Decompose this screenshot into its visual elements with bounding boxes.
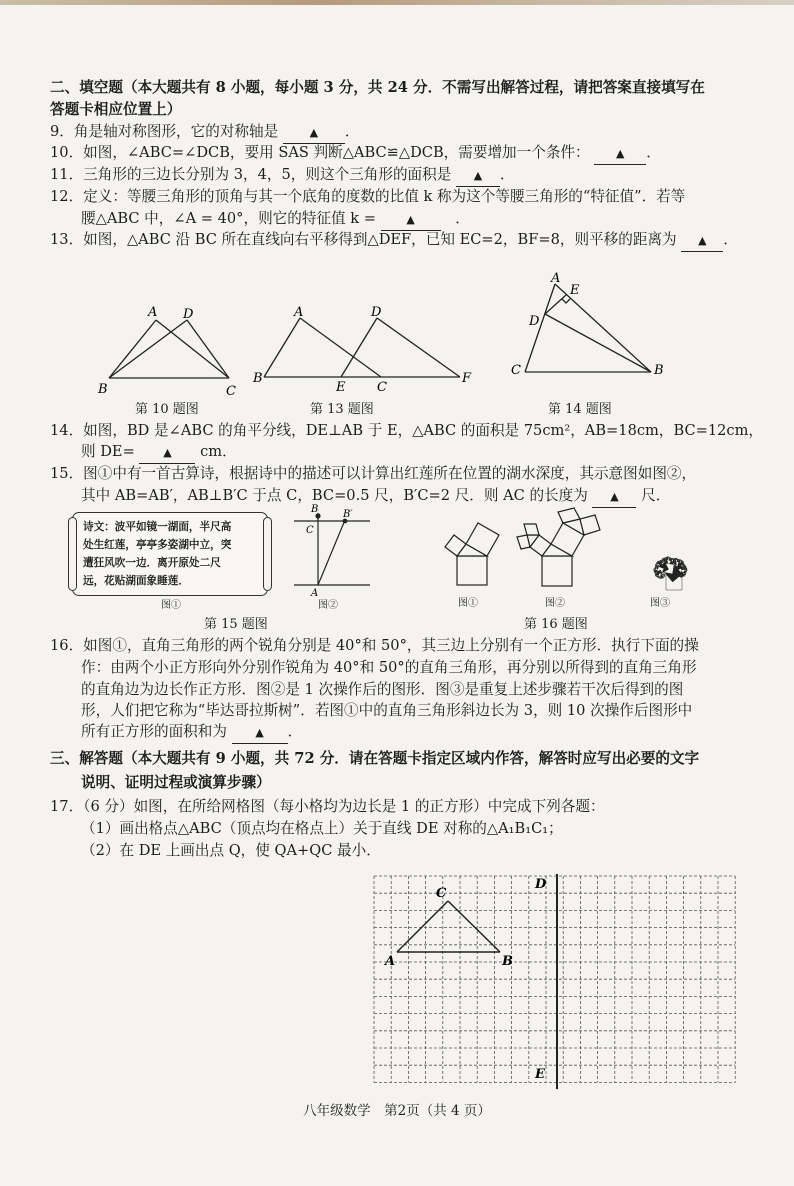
question-9-text: 9．角是轴对称图形，它的对称轴是 (50, 123, 279, 140)
fig15-2-label-c: C (306, 525, 314, 536)
figure-16-1 (442, 518, 504, 588)
answer-blank-13[interactable] (681, 230, 723, 252)
answer-blank-14[interactable] (139, 442, 195, 464)
blank-marker: ▲ (610, 490, 619, 503)
fig16-1-label: 图① (458, 598, 478, 609)
question-16-cont-1: 作：由两个小正方形向外分别作锐角为 40°和 50°的直角三角形，再分别以所得到的直角三角形 (81, 659, 697, 676)
grid-lines (374, 876, 735, 1082)
fig10-label-a: A (148, 305, 158, 320)
question-12-text: 腰△ABC 中，∠A = 40°，则它的特征值 k = (81, 210, 376, 227)
poem-line-2: 处生红莲，亭亭多姿湖中立，突 (83, 539, 232, 551)
question-16: 16．如图①，直角三角形的两个锐角分别是 40°和 50°，其三边上分别有一个正方形．执行下面的操 (50, 637, 699, 654)
answer-blank-9[interactable] (283, 122, 345, 144)
fig15-2-label: 图② (318, 600, 338, 611)
page-footer: 八年级数学 第2页（共 4 页） (303, 1103, 491, 1119)
question-17-part-1: （1）画出格点△ABC（顶点均在格点上）关于直线 DE 对称的△A₁B₁C₁； (81, 820, 563, 837)
question-16-cont-3: 形，人们把它称为“毕达哥拉斯树”．若图①中的直角三角形斜边长为 3，则 10 次操作后图形中 (81, 702, 693, 719)
question-9: 9．角是轴对称图形，它的对称轴是 ▲ ． (50, 122, 359, 144)
scroll-roll-left (68, 517, 77, 591)
figure-14 (508, 268, 678, 383)
blank-marker: ▲ (406, 213, 415, 226)
fig15-caption: 第 15 题图 (204, 617, 268, 632)
question-15-text: 其中 AB=AB′，AB⊥B′C 于点 C，BC=0.5 尺，B′C=2 尺．则 AC 的长度为 (81, 487, 588, 504)
question-10: 10．如图，∠ABC=∠DCB，要用 SAS 判断△ABC≌△DCB，需要增加一个条件： ▲ ． (50, 143, 661, 165)
poem-line-3: 遭狂风吹一边．离开原处二尺 (83, 557, 221, 569)
fig15-2-label-b: B (311, 504, 319, 515)
answer-blank-11[interactable] (456, 165, 500, 187)
poem-line-4: 远，花贴湖面象睡莲． (83, 575, 189, 587)
grid-label-e: E (535, 1067, 545, 1082)
blank-marker: ▲ (255, 726, 264, 739)
question-12-cont: 腰△ABC 中，∠A = 40°，则它的特征值 k = ▲ ． (81, 209, 470, 231)
fig14-label-d: D (529, 314, 540, 329)
section3-heading-cont: 说明、证明过程或演算步骤） (81, 774, 271, 791)
question-15: 15．图①中有一首古算诗，根据诗中的描述可以计算出红莲所在位置的湖水深度，其示意图如图②， (50, 465, 697, 482)
question-13: 13．如图，△ABC 沿 BC 所在直线向右平移得到△DEF，已知 EC=2，BF=8，则平移的距离为 ▲ ． (50, 230, 738, 252)
fig10-label-b: B (98, 382, 108, 397)
top-edge (0, 0, 794, 5)
grid-label-c: C (436, 886, 447, 901)
section2-heading: 二、填空题（本大题共有 8 小题，每小题 3 分，共 24 分．不需写出解答过程，请把答案直接填写在 (50, 79, 705, 96)
question-16-text: 所有正方形的面积和为 (81, 723, 227, 740)
blank-marker: ▲ (473, 169, 483, 182)
section3-heading: 三、解答题（本大题共有 9 小题，共 72 分．请在答题卡指定区域内作答，解答时应写出必要的文字 (50, 750, 700, 767)
fig14-label-b: B (654, 363, 664, 378)
tree-square (663, 573, 665, 575)
fig10-label-c: C (226, 384, 236, 399)
fig13-label-d: D (371, 305, 382, 320)
fig10-label-d: D (183, 307, 194, 322)
figure-16-2 (512, 503, 612, 589)
scroll-roll-right (263, 517, 272, 591)
fig15-2-label-bp: B′ (343, 509, 353, 520)
question-14: 14．如图，BD 是∠ABC 的角平分线，DE⊥AB 于 E，△ABC 的面积是 75cm²，AB=18cm，BC=12cm， (50, 422, 764, 439)
fig14-label-a: A (551, 271, 561, 286)
fig14-caption: 第 14 题图 (548, 402, 612, 417)
question-17: 17．（6 分）如图，在所给网格图（每小格均为边长是 1 的正方形）中完成下列各题： (50, 798, 605, 815)
fig16-3-label: 图③ (650, 598, 670, 609)
fig13-label-e: E (336, 380, 346, 395)
question-12: 12．定义：等腰三角形的顶角与其一个底角的度数的比值 k 称为这个等腰三角形的“特征值”．若等 (50, 188, 686, 205)
grid-label-d: D (535, 877, 547, 892)
poem-scroll (72, 512, 268, 596)
question-16-cont-2: 的直角边为边长作正方形．图②是 1 次操作后的图形．图③是重复上述步骤若干次后得到的图 (81, 681, 684, 698)
fig16-caption: 第 16 题图 (524, 617, 588, 632)
blank-marker: ▲ (698, 234, 707, 247)
fig14-label-c: C (511, 363, 521, 378)
fig15-1-label: 图① (161, 600, 181, 611)
blank-marker: ▲ (163, 446, 172, 459)
answer-blank-10[interactable] (594, 143, 646, 165)
poem-line-1: 诗文：波平如镜一湖面，半尺高 (83, 521, 232, 533)
answer-blank-12[interactable] (381, 209, 441, 231)
fig13-label-b: B (253, 371, 263, 386)
fig13-label-f: F (462, 371, 472, 386)
question-14-cont (81, 442, 237, 464)
question-15-unit: 尺． (641, 487, 671, 504)
grid-figure[interactable] (362, 868, 747, 1090)
fig16-2-label: 图② (545, 598, 565, 609)
question-14-unit: cm． (200, 443, 237, 460)
grid-label-b: B (502, 954, 513, 969)
poem-text (83, 518, 231, 590)
answer-blank-16[interactable] (232, 722, 288, 744)
fig13-caption: 第 13 题图 (310, 402, 374, 417)
question-17-part-2: （2）在 DE 上画出点 Q，使 QA+QC 最小． (81, 842, 381, 859)
question-11-text: 11．三角形的三边长分别为 3，4，5，则这个三角形的面积是 (50, 166, 452, 183)
fig13-label-c: C (377, 380, 387, 395)
section2-heading-cont: 答题卡相应位置上） (50, 101, 182, 118)
figure-10 (92, 300, 252, 400)
fig14-label-e: E (570, 283, 580, 298)
question-16-cont-4: 所有正方形的面积和为 ▲ ． (81, 722, 302, 744)
fig15-2-label-a: A (311, 588, 319, 599)
fig10-caption: 第 10 题图 (135, 402, 199, 417)
figure-16-3 (614, 508, 738, 593)
blank-marker: ▲ (309, 126, 319, 139)
question-14-text: 则 DE= (81, 443, 135, 460)
fig13-label-a: A (294, 305, 304, 320)
blank-marker: ▲ (616, 147, 625, 160)
question-13-text: 13．如图，△ABC 沿 BC 所在直线向右平移得到△DEF，已知 EC=2，BF=8，则平移的距离为 (50, 231, 677, 248)
question-11: 11．三角形的三边长分别为 3，4，5，则这个三角形的面积是 ▲ ． (50, 165, 515, 187)
triangle-abc (397, 901, 500, 952)
grid-label-a: A (385, 954, 396, 969)
question-10-text: 10．如图，∠ABC=∠DCB，要用 SAS 判断△ABC≌△DCB，需要增加一个条件： (50, 144, 590, 161)
figure-13 (250, 300, 475, 395)
figure-15-2 (292, 502, 372, 602)
